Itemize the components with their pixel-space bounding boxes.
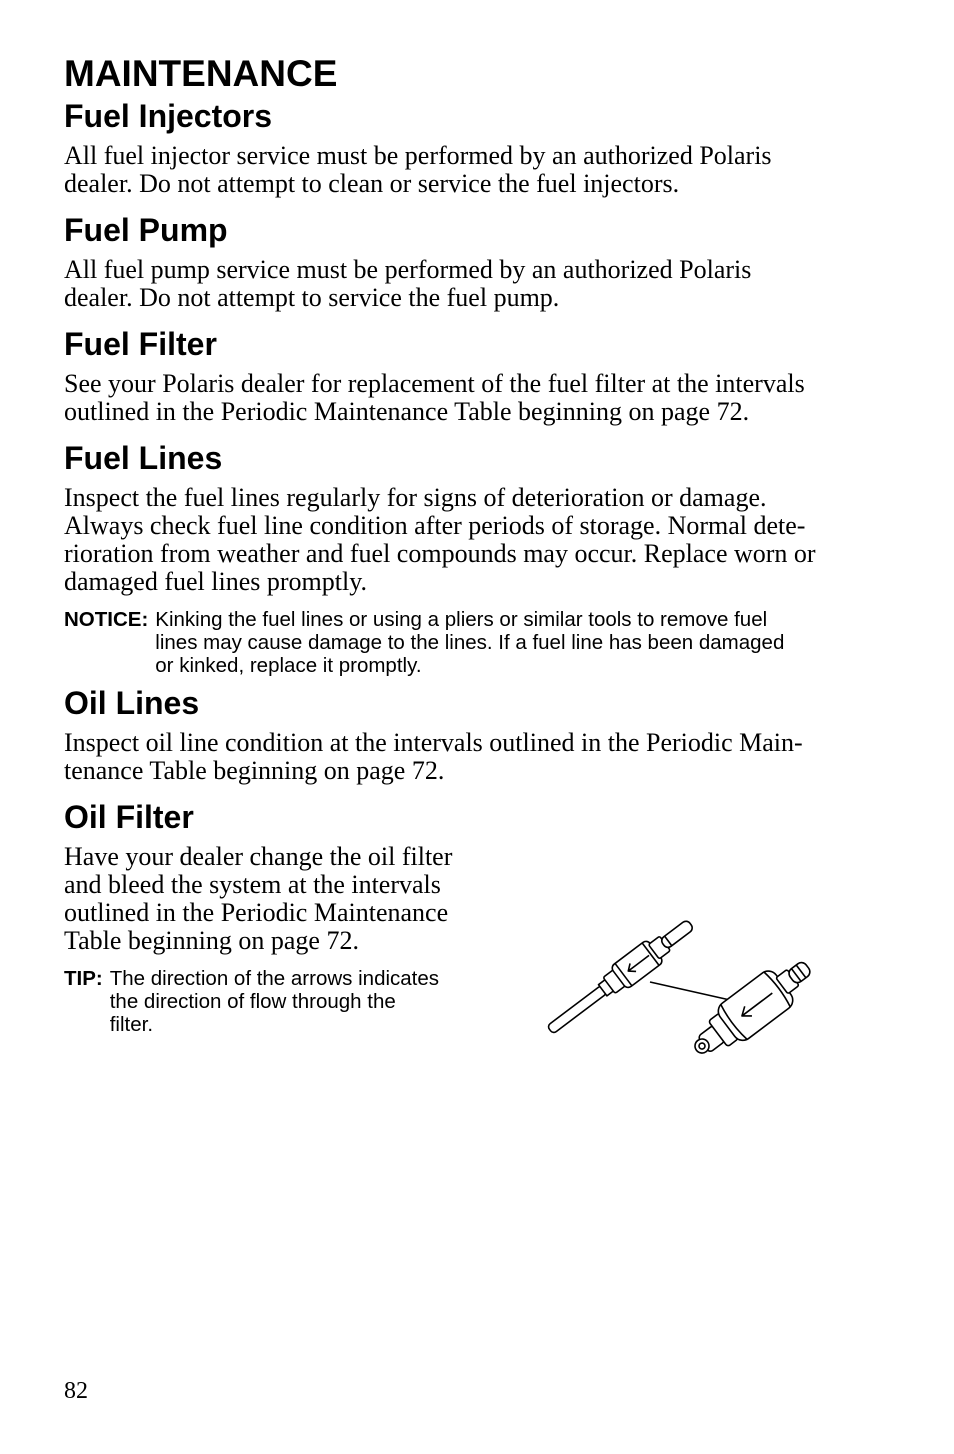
page-number: 82 (64, 1378, 88, 1404)
heading-fuel-lines: Fuel Lines (64, 440, 223, 476)
paragraph-oil-filter (64, 843, 484, 955)
text-line: lines may cause damage to the lines. If a fuel line has been damaged (155, 631, 785, 654)
text-line: filter. (109, 1013, 154, 1036)
text-line: outlined in the Periodic Maintenance (64, 898, 449, 927)
tip-label: TIP: (64, 967, 103, 990)
text-line: tenance Table beginning on page 72. (64, 756, 445, 785)
paragraph-fuel-pump (64, 256, 864, 312)
paragraph-oil-lines (64, 729, 864, 785)
text-line: dealer. Do not attempt to clean or service the fuel injectors. (64, 169, 680, 198)
heading-oil-lines: Oil Lines (64, 685, 200, 721)
text-line: Inspect the fuel lines regularly for signs of deterioration or damage. (64, 483, 767, 512)
text-line: the direction of flow through the (109, 990, 396, 1013)
notice-text (155, 608, 784, 677)
text-line: Always check fuel line condition after periods of storage. Normal dete- (64, 511, 806, 540)
text-line: All fuel injector service must be performed by an authorized Polaris (64, 141, 772, 170)
leader-line (650, 982, 730, 1000)
heading-fuel-filter: Fuel Filter (64, 326, 217, 362)
text-line: Kinking the fuel lines or using a pliers or similar tools to remove fuel (155, 608, 768, 631)
oil-filter-illustration (540, 920, 820, 1060)
tip-text (110, 967, 439, 1036)
text-line: or kinked, replace it promptly. (155, 654, 422, 677)
heading-oil-filter: Oil Filter (64, 799, 194, 835)
heading-fuel-injectors: Fuel Injectors (64, 98, 273, 134)
tip-block (64, 967, 484, 1036)
text-line: All fuel pump service must be performed by an authorized Polaris (64, 255, 752, 284)
heading-fuel-pump: Fuel Pump (64, 212, 228, 248)
oil-filter-drawing (683, 949, 820, 1060)
text-line: rioration from weather and fuel compounds may occur. Replace worn or (64, 539, 816, 568)
text-line: Have your dealer change the oil filter (64, 842, 453, 871)
chapter-title: MAINTENANCE (64, 53, 338, 94)
text-line: outlined in the Periodic Maintenance Table beginning on page 72. (64, 397, 750, 426)
text-line: Inspect oil line condition at the intervals outlined in the Periodic Main- (64, 728, 803, 757)
text-line: dealer. Do not attempt to service the fuel pump. (64, 283, 560, 312)
text-line: The direction of the arrows indicates (109, 967, 440, 990)
fuel-line-filter-drawing (542, 920, 699, 1041)
text-line: See your Polaris dealer for replacement of the fuel filter at the intervals (64, 369, 805, 398)
paragraph-fuel-injectors (64, 142, 864, 198)
text-line: Table beginning on page 72. (64, 926, 359, 955)
notice-label: NOTICE: (64, 608, 149, 631)
page-content (64, 52, 864, 1036)
paragraph-fuel-lines (64, 484, 864, 596)
text-line: damaged fuel lines promptly. (64, 567, 368, 596)
notice-block (64, 608, 864, 677)
text-line: and bleed the system at the intervals (64, 870, 441, 899)
paragraph-fuel-filter (64, 370, 864, 426)
